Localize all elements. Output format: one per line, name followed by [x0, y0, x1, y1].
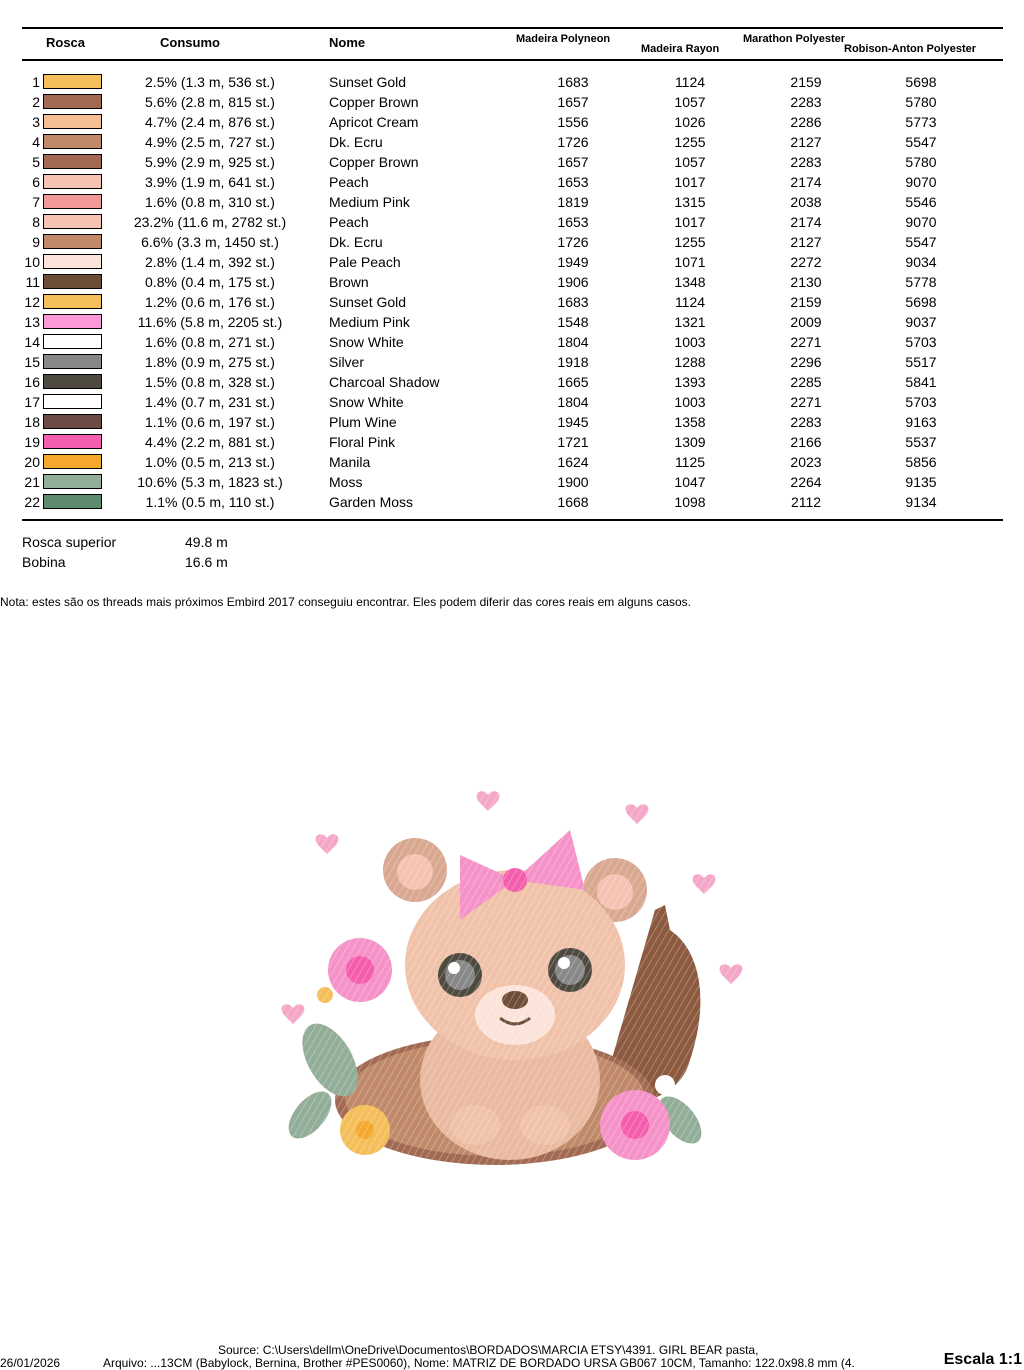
madeira-rayon-code: 1255	[674, 234, 706, 250]
thread-number: 9	[32, 234, 40, 250]
thread-name: Plum Wine	[329, 414, 397, 430]
table-row	[0, 92, 1024, 112]
madeira-rayon-code: 1098	[674, 494, 706, 510]
header-robison-anton: Robison-Anton Polyester	[844, 43, 977, 55]
thread-number: 13	[24, 314, 40, 330]
robison-anton-code: 5537	[905, 434, 937, 450]
disclaimer-note: Nota: estes são os threads mais próximos Embird 2017 conseguiu encontrar. Eles podem diferir das cores reais em alguns casos.	[0, 595, 692, 609]
table-row	[0, 452, 1024, 472]
thread-name: Sunset Gold	[329, 74, 407, 90]
thread-name: Manila	[329, 454, 371, 470]
table-row	[0, 192, 1024, 212]
thread-number: 22	[24, 494, 40, 510]
thread-consumption: 4.9% (2.5 m, 727 st.)	[145, 134, 275, 150]
thread-name: Moss	[329, 474, 363, 490]
thread-color-swatch	[43, 454, 102, 469]
madeira-rayon-code: 1124	[674, 294, 706, 310]
thread-consumption: 10.6% (5.3 m, 1823 st.)	[137, 474, 283, 490]
bobbin-value: 16.6 m	[185, 554, 228, 570]
marathon-code: 2130	[790, 274, 822, 290]
madeira-rayon-code: 1125	[674, 454, 706, 470]
robison-anton-code: 5698	[905, 294, 937, 310]
table-top-rule	[22, 27, 1003, 29]
thread-consumption: 1.1% (0.6 m, 197 st.)	[145, 414, 275, 430]
thread-color-swatch	[43, 134, 102, 149]
thread-name: Floral Pink	[329, 434, 396, 450]
thread-name: Silver	[329, 354, 365, 370]
madeira-rayon-code: 1071	[674, 254, 706, 270]
thread-color-swatch	[43, 374, 102, 389]
madeira-polyneon-code: 1804	[557, 334, 589, 350]
madeira-polyneon-code: 1721	[557, 434, 589, 450]
thread-consumption: 5.6% (2.8 m, 815 st.)	[145, 94, 275, 110]
table-row	[0, 232, 1024, 252]
thread-name: Dk. Ecru	[329, 234, 383, 250]
thread-color-swatch	[43, 474, 102, 489]
madeira-rayon-code: 1003	[674, 394, 706, 410]
footer-source: Source: C:\Users\dellm\OneDrive\Documentos\BORDADOS\MARCIA ETSY\4391. GIRL BEAR pasta,	[218, 1343, 759, 1357]
thread-color-swatch	[43, 334, 102, 349]
thread-number: 7	[32, 194, 40, 210]
thread-number: 4	[32, 134, 40, 150]
thread-consumption: 1.5% (0.8 m, 328 st.)	[145, 374, 275, 390]
thread-number: 18	[24, 414, 40, 430]
thread-name: Peach	[329, 174, 369, 190]
table-row	[0, 112, 1024, 132]
robison-anton-code: 9070	[905, 214, 937, 230]
thread-number: 19	[24, 434, 40, 450]
marathon-code: 2283	[790, 154, 822, 170]
madeira-polyneon-code: 1918	[557, 354, 589, 370]
robison-anton-code: 5773	[905, 114, 937, 130]
table-row	[0, 332, 1024, 352]
thread-name: Apricot Cream	[329, 114, 419, 130]
thread-name: Copper Brown	[329, 154, 419, 170]
robison-anton-code: 5547	[905, 234, 937, 250]
madeira-rayon-code: 1124	[674, 74, 706, 90]
thread-number: 8	[32, 214, 40, 230]
table-row	[0, 212, 1024, 232]
robison-anton-code: 5780	[905, 154, 937, 170]
madeira-polyneon-code: 1900	[557, 474, 589, 490]
robison-anton-code: 5698	[905, 74, 937, 90]
marathon-code: 2271	[790, 334, 822, 350]
table-row	[0, 172, 1024, 192]
madeira-polyneon-code: 1653	[557, 174, 589, 190]
thread-number: 2	[32, 94, 40, 110]
thread-consumption: 1.6% (0.8 m, 271 st.)	[145, 334, 275, 350]
thread-consumption: 4.7% (2.4 m, 876 st.)	[145, 114, 275, 130]
thread-color-swatch	[43, 414, 102, 429]
madeira-rayon-code: 1315	[674, 194, 706, 210]
madeira-rayon-code: 1057	[674, 94, 706, 110]
robison-anton-code: 9135	[905, 474, 937, 490]
madeira-polyneon-code: 1726	[557, 134, 589, 150]
thread-consumption: 1.4% (0.7 m, 231 st.)	[145, 394, 275, 410]
thread-consumption: 4.4% (2.2 m, 881 st.)	[145, 434, 275, 450]
thread-name: Snow White	[329, 394, 404, 410]
thread-color-swatch	[43, 294, 102, 309]
table-row	[0, 312, 1024, 332]
thread-name: Medium Pink	[329, 314, 410, 330]
table-row	[0, 272, 1024, 292]
thread-consumption: 11.6% (5.8 m, 2205 st.)	[137, 314, 283, 330]
thread-consumption: 6.6% (3.3 m, 1450 st.)	[141, 234, 279, 250]
thread-number: 5	[32, 154, 40, 170]
thread-name: Charcoal Shadow	[329, 374, 440, 390]
header-marathon-polyester: Marathon Polyester	[743, 33, 846, 45]
thread-consumption: 3.9% (1.9 m, 641 st.)	[145, 174, 275, 190]
marathon-code: 2127	[790, 134, 822, 150]
madeira-polyneon-code: 1556	[557, 114, 589, 130]
thread-name: Snow White	[329, 334, 404, 350]
madeira-rayon-code: 1393	[674, 374, 706, 390]
madeira-rayon-code: 1003	[674, 334, 706, 350]
madeira-rayon-code: 1047	[674, 474, 706, 490]
madeira-polyneon-code: 1726	[557, 234, 589, 250]
thread-number: 10	[24, 254, 40, 270]
thread-consumption: 1.8% (0.9 m, 275 st.)	[145, 354, 275, 370]
robison-anton-code: 9037	[905, 314, 937, 330]
thread-number: 6	[32, 174, 40, 190]
thread-consumption: 5.9% (2.9 m, 925 st.)	[145, 154, 275, 170]
madeira-polyneon-code: 1657	[557, 154, 589, 170]
thread-consumption: 0.8% (0.4 m, 175 st.)	[145, 274, 275, 290]
table-row	[0, 152, 1024, 172]
madeira-polyneon-code: 1657	[557, 94, 589, 110]
robison-anton-code: 5780	[905, 94, 937, 110]
thread-number: 17	[24, 394, 40, 410]
robison-anton-code: 5856	[905, 454, 937, 470]
table-row	[0, 392, 1024, 412]
marathon-code: 2127	[790, 234, 822, 250]
madeira-polyneon-code: 1683	[557, 74, 589, 90]
footer-scale: Escala 1:1	[943, 1351, 1022, 1368]
thread-color-swatch	[43, 234, 102, 249]
thread-color-swatch	[43, 494, 102, 509]
thread-name: Sunset Gold	[329, 294, 407, 310]
table-row	[0, 432, 1024, 452]
marathon-code: 2023	[790, 454, 822, 470]
madeira-rayon-code: 1057	[674, 154, 706, 170]
thread-color-swatch	[43, 74, 102, 89]
madeira-polyneon-code: 1906	[557, 274, 589, 290]
robison-anton-code: 9034	[905, 254, 937, 270]
header-consumo: Consumo	[160, 35, 220, 50]
thread-color-swatch	[43, 434, 102, 449]
bobbin-label: Bobina	[22, 554, 66, 570]
madeira-rayon-code: 1288	[674, 354, 706, 370]
table-row	[0, 472, 1024, 492]
madeira-polyneon-code: 1804	[557, 394, 589, 410]
table-row	[0, 492, 1024, 512]
thread-color-swatch	[43, 174, 102, 189]
footer-arquivo: Arquivo: ...13CM (Babylock, Bernina, Brother #PES0060), Nome: MATRIZ DE BORDADO URSA GB067 10CM, Tamanho: 122.0x98.8 mm (4.	[103, 1356, 855, 1370]
thread-color-swatch	[43, 394, 102, 409]
robison-anton-code: 5841	[905, 374, 937, 390]
robison-anton-code: 9163	[905, 414, 937, 430]
madeira-polyneon-code: 1668	[557, 494, 589, 510]
marathon-code: 2285	[790, 374, 822, 390]
madeira-polyneon-code: 1683	[557, 294, 589, 310]
thread-number: 21	[24, 474, 40, 490]
thread-number: 12	[24, 294, 40, 310]
thread-color-swatch	[43, 114, 102, 129]
thread-consumption: 23.2% (11.6 m, 2782 st.)	[133, 214, 287, 230]
header-nome: Nome	[329, 35, 366, 50]
robison-anton-code: 5547	[905, 134, 937, 150]
thread-name: Copper Brown	[329, 94, 419, 110]
table-row	[0, 132, 1024, 152]
madeira-rayon-code: 1255	[674, 134, 706, 150]
madeira-rayon-code: 1309	[674, 434, 706, 450]
thread-color-swatch	[43, 194, 102, 209]
marathon-code: 2038	[790, 194, 822, 210]
thread-consumption: 1.0% (0.5 m, 213 st.)	[145, 454, 275, 470]
footer-date: 26/01/2026	[0, 1356, 61, 1370]
table-row	[0, 412, 1024, 432]
robison-anton-code: 5546	[905, 194, 937, 210]
thread-consumption: 1.6% (0.8 m, 310 st.)	[145, 194, 275, 210]
marathon-code: 2166	[790, 434, 822, 450]
madeira-polyneon-code: 1624	[557, 454, 589, 470]
robison-anton-code: 5778	[905, 274, 937, 290]
header-rosca: Rosca	[46, 35, 86, 50]
table-row	[0, 352, 1024, 372]
top-thread-value: 49.8 m	[185, 534, 228, 550]
marathon-code: 2159	[790, 74, 822, 90]
marathon-code: 2174	[790, 174, 822, 190]
thread-name: Garden Moss	[329, 494, 414, 510]
robison-anton-code: 5517	[905, 354, 937, 370]
marathon-code: 2286	[790, 114, 822, 130]
header-madeira-rayon: Madeira Rayon	[641, 43, 720, 55]
top-thread-label: Rosca superior	[22, 534, 117, 550]
table-row	[0, 72, 1024, 92]
madeira-polyneon-code: 1665	[557, 374, 589, 390]
thread-color-swatch	[43, 354, 102, 369]
thread-consumption: 1.1% (0.5 m, 110 st.)	[145, 494, 275, 510]
thread-number: 20	[24, 454, 40, 470]
madeira-polyneon-code: 1945	[557, 414, 589, 430]
madeira-rayon-code: 1358	[674, 414, 706, 430]
table-row	[0, 252, 1024, 272]
marathon-code: 2264	[790, 474, 822, 490]
thread-name: Peach	[329, 214, 369, 230]
table-header-rule	[22, 59, 1003, 61]
thread-color-swatch	[43, 94, 102, 109]
robison-anton-code: 9070	[905, 174, 937, 190]
marathon-code: 2296	[790, 354, 822, 370]
embroidery-preview-bear	[270, 780, 750, 1180]
thread-color-swatch	[43, 154, 102, 169]
thread-name: Dk. Ecru	[329, 134, 383, 150]
madeira-polyneon-code: 1653	[557, 214, 589, 230]
thread-name: Brown	[329, 274, 369, 290]
table-bottom-rule	[22, 519, 1003, 521]
marathon-code: 2009	[790, 314, 822, 330]
madeira-rayon-code: 1017	[674, 174, 706, 190]
madeira-rayon-code: 1026	[674, 114, 706, 130]
header-madeira-polyneon: Madeira Polyneon	[516, 33, 611, 45]
madeira-rayon-code: 1321	[674, 314, 706, 330]
thread-color-swatch	[43, 274, 102, 289]
thread-consumption: 2.8% (1.4 m, 392 st.)	[145, 254, 275, 270]
thread-number: 15	[24, 354, 40, 370]
table-row	[0, 372, 1024, 392]
marathon-code: 2283	[790, 414, 822, 430]
thread-number: 16	[24, 374, 40, 390]
robison-anton-code: 9134	[905, 494, 937, 510]
thread-color-swatch	[43, 314, 102, 329]
madeira-rayon-code: 1348	[674, 274, 706, 290]
thread-color-swatch	[43, 214, 102, 229]
thread-number: 11	[25, 274, 40, 290]
thread-consumption: 2.5% (1.3 m, 536 st.)	[145, 74, 275, 90]
table-row	[0, 292, 1024, 312]
marathon-code: 2159	[790, 294, 822, 310]
madeira-rayon-code: 1017	[674, 214, 706, 230]
thread-consumption: 1.2% (0.6 m, 176 st.)	[145, 294, 275, 310]
thread-color-swatch	[43, 254, 102, 269]
thread-name: Pale Peach	[329, 254, 401, 270]
thread-number: 1	[32, 74, 40, 90]
marathon-code: 2272	[790, 254, 822, 270]
madeira-polyneon-code: 1949	[557, 254, 589, 270]
marathon-code: 2112	[790, 494, 822, 510]
robison-anton-code: 5703	[905, 334, 937, 350]
marathon-code: 2271	[790, 394, 822, 410]
robison-anton-code: 5703	[905, 394, 937, 410]
marathon-code: 2283	[790, 94, 822, 110]
thread-number: 3	[32, 114, 40, 130]
thread-name: Medium Pink	[329, 194, 410, 210]
madeira-polyneon-code: 1548	[557, 314, 589, 330]
madeira-polyneon-code: 1819	[557, 194, 589, 210]
marathon-code: 2174	[790, 214, 822, 230]
thread-number: 14	[24, 334, 40, 350]
